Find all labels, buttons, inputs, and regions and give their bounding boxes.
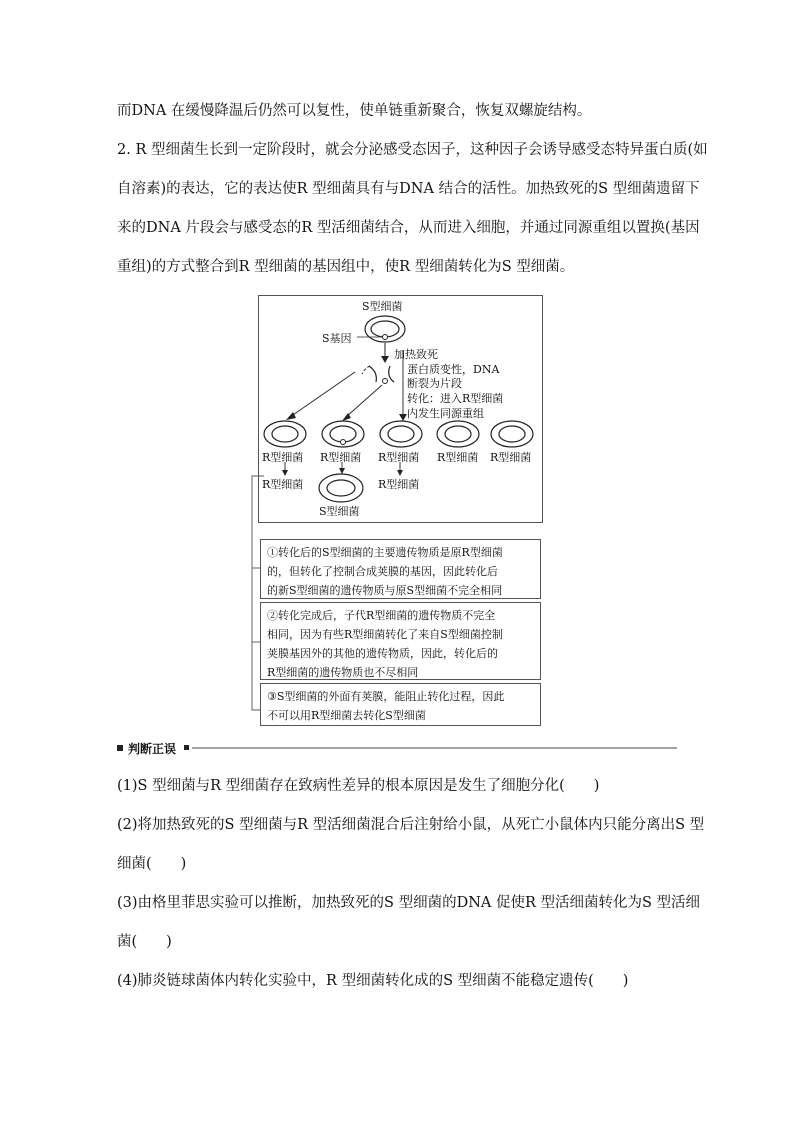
question-1: (1)S 型细菌与R 型细菌存在致病性差异的根本原因是发生了细胞分化( ) xyxy=(117,778,600,794)
r-bacterium-4 xyxy=(437,421,479,447)
note-1-line-2: 的，但转化了控制合成荚膜的基因，因此转化后 xyxy=(267,565,498,578)
paragraph-line-5: 重组)的方式整合到R 型细菌的基因组中，使R 型细菌转化为S 型细菌。 xyxy=(117,259,575,275)
note-1-line-1: ①转化后的S型细菌的主要遗传物质是原R型细菌 xyxy=(267,546,503,559)
note-3 xyxy=(260,683,541,726)
note-2-line-1: ②转化完成后，子代R型细菌的遗传物质不完全 xyxy=(267,609,496,622)
note-1 xyxy=(260,539,541,599)
r-bacterium-2 xyxy=(322,421,364,447)
arrow-to-r1 xyxy=(290,372,355,417)
note-1-line-3: 的新S型细菌的遗传物质与原S型细菌不完全相同 xyxy=(267,584,503,597)
s-bacterium-offspring xyxy=(319,474,363,502)
note-2 xyxy=(260,602,541,680)
label-r-2: R型细菌 xyxy=(320,451,362,464)
note-3-line-1: ③S型细菌的外面有荚膜，能阻止转化过程，因此 xyxy=(267,690,505,703)
r-bacterium-1 xyxy=(264,421,306,447)
fragment-left xyxy=(369,366,376,382)
arrow-to-r2 xyxy=(346,385,382,417)
heat-arrow-head xyxy=(381,356,389,363)
label-denature-1: 蛋白质变性，DNA xyxy=(407,363,500,376)
note-2-line-3: 荚膜基因外的其他的遗传物质，因此，转化后的 xyxy=(267,647,498,660)
s-bacterium-top xyxy=(365,316,405,342)
paragraph-line-3: 自溶素)的表达，它的表达使R 型细菌具有与DNA 结合的活性。加热致死的S 型细菌遗留下 xyxy=(117,181,700,197)
section-marker-right xyxy=(184,745,189,750)
note-3-line-2: 不可以用R型细菌去转化S型细菌 xyxy=(267,709,426,722)
label-offspring-left: R型细菌 xyxy=(262,478,304,491)
note-2-line-4: R型细菌的遗传物质也不尽相同 xyxy=(267,666,419,679)
question-3-line-1: (3)由格里菲思实验可以推断，加热致死的S 型细菌的DNA 促使R 型活细菌转化为S 型活细 xyxy=(117,895,701,911)
r-bacterium-3 xyxy=(380,421,422,447)
label-r-4: R型细菌 xyxy=(437,451,479,464)
paragraph-line-4: 来的DNA 片段会与感受态的R 型活细菌结合，从而进入细胞，并通过同源重组以置换(基因 xyxy=(117,220,700,236)
label-r-3: R型细菌 xyxy=(378,451,420,464)
label-s-gene: S基因 xyxy=(322,332,352,345)
note-2-line-2: 相同，因为有些R型细菌转化了来自S型细菌控制 xyxy=(267,628,503,641)
label-transform-1: 转化：进入R型细菌 xyxy=(407,392,504,405)
dashed-link xyxy=(362,366,370,374)
label-r-5: R型细菌 xyxy=(490,451,532,464)
fragment-gene xyxy=(383,379,388,384)
label-denature-2: 断裂为片段 xyxy=(407,377,462,390)
fragment-right xyxy=(389,366,394,382)
label-s-bacterium-top: S型细菌 xyxy=(362,300,403,313)
label-transform-2: 内发生同源重组 xyxy=(407,407,484,420)
question-4: (4)肺炎链球菌体内转化实验中，R 型细菌转化成的S 型细菌不能稳定遗传( ) xyxy=(117,973,629,989)
paragraph-line-1: 而DNA 在缓慢降温后仍然可以复性，使单链重新聚合，恢复双螺旋结构。 xyxy=(117,103,592,119)
question-2-line-2: 细菌( ) xyxy=(117,856,187,872)
paragraph-line-2: 2. R 型细菌生长到一定阶段时，就会分泌感受态因子，这种因子会诱导感受态特异蛋白质(如 xyxy=(117,142,708,158)
label-offspring-right: R型细菌 xyxy=(378,478,420,491)
question-3-line-2: 菌( ) xyxy=(117,934,172,950)
section-title: 判断正误 xyxy=(128,742,177,756)
label-r-1: R型细菌 xyxy=(262,451,304,464)
label-heat-kill: 加热致死 xyxy=(394,348,438,361)
question-2-line-1: (2)将加热致死的S 型细菌与R 型活细菌混合后注射给小鼠，从死亡小鼠体内只能分离出S 型 xyxy=(117,817,705,833)
section-marker-left xyxy=(117,745,123,751)
label-offspring-s: S型细菌 xyxy=(319,505,360,518)
r-bacterium-5 xyxy=(491,421,533,447)
